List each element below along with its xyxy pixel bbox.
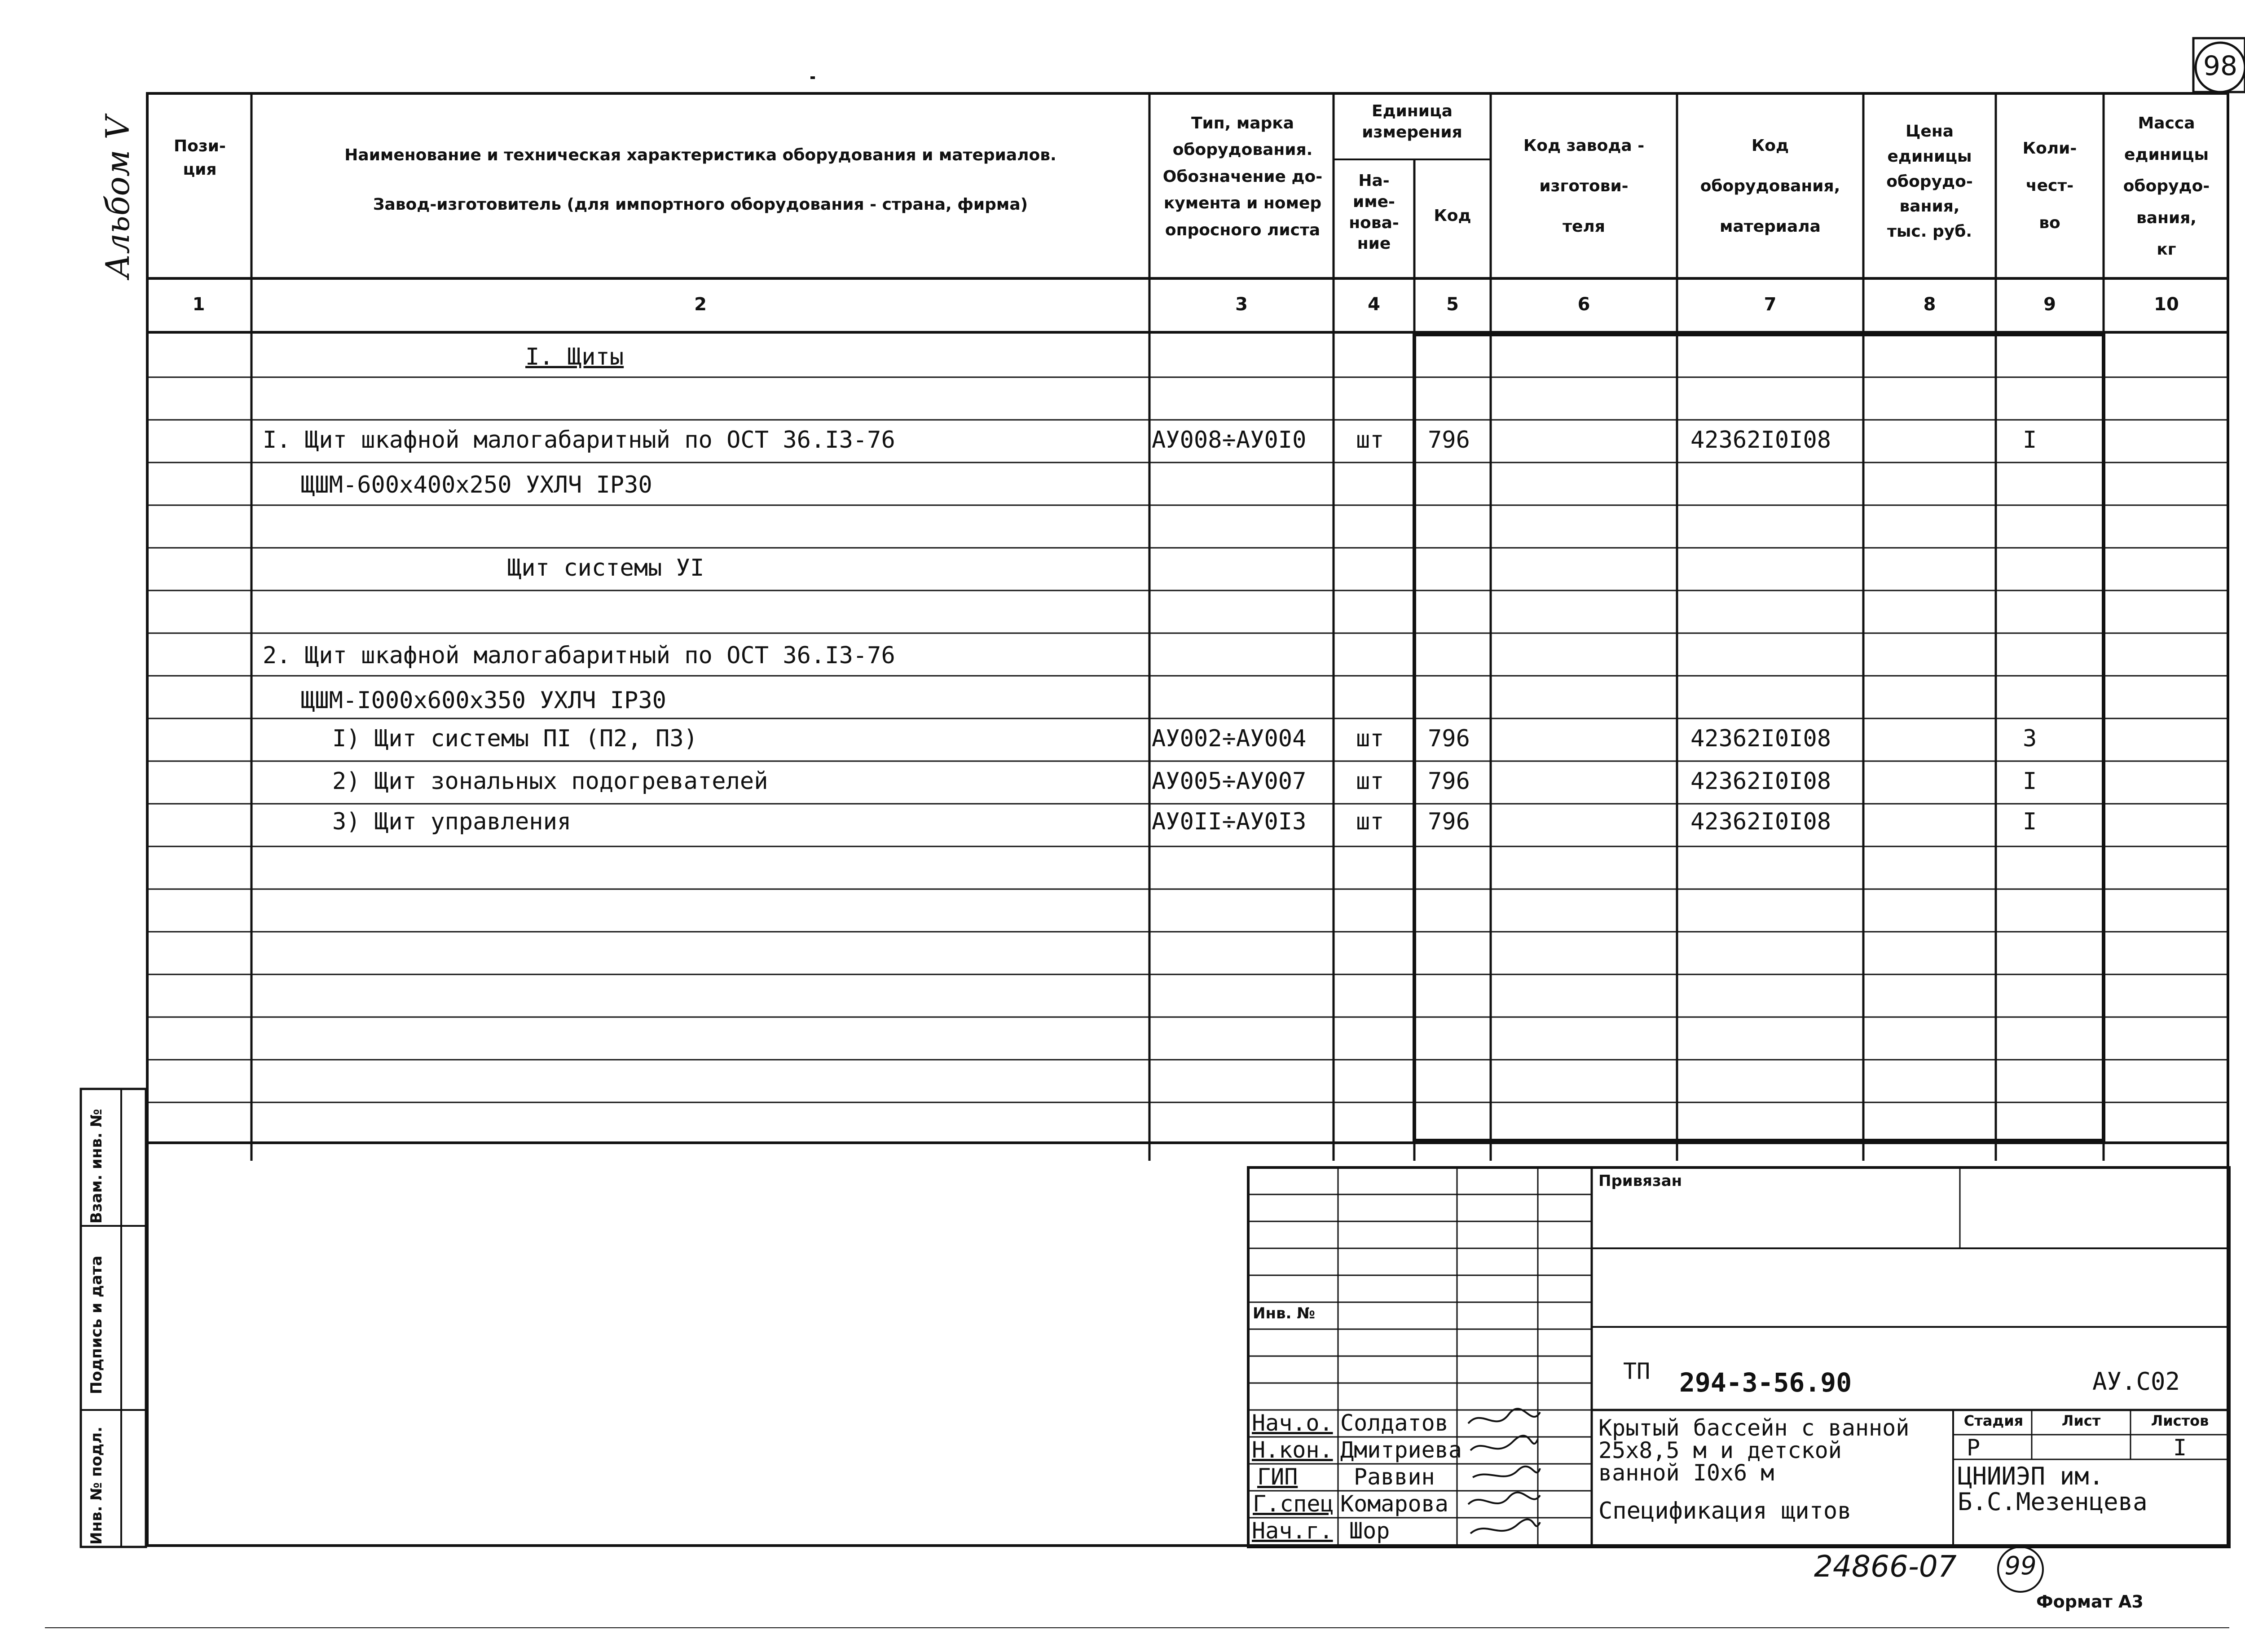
row-sub-1-name: I) Щит системы ПI (П2, П3) xyxy=(332,725,698,752)
sign-name-5: Шор xyxy=(1349,1518,1390,1544)
row-item-1-code: 796 xyxy=(1428,427,1470,454)
column-number-6: 6 xyxy=(1577,294,1590,315)
sheet-title: Спецификация щитов xyxy=(1598,1498,1852,1524)
column-number-9: 9 xyxy=(2043,294,2056,315)
sign-name-3: Раввин xyxy=(1354,1464,1435,1490)
format-label: Формат А3 xyxy=(2036,1592,2144,1612)
row-sub-2-type: АУ005÷АУ007 xyxy=(1152,768,1307,795)
signature-scribbles xyxy=(1464,1405,1545,1547)
header-col6: Код завода - изготови- теля xyxy=(1523,137,1645,236)
row-sub-1-type: АУ002÷АУ004 xyxy=(1152,725,1307,752)
header-col8: Цена единицы оборудо- вания, тыс. руб. xyxy=(1886,122,1973,241)
header-col3: Тип, марка оборудования. Обозначение до- кумента и номер опросного листа xyxy=(1162,114,1323,239)
column-number-3: 3 xyxy=(1235,294,1248,315)
sign-role-4: Г.спец xyxy=(1253,1491,1334,1517)
row-item-1-qty: I xyxy=(2023,427,2037,454)
row-item-1-type: АУ008÷АУ0I0 xyxy=(1152,427,1307,454)
side-stamp-podpis: Подпись и дата xyxy=(88,1256,106,1394)
doc-code: 294-3-56.90 xyxy=(1679,1367,1852,1398)
privyazan-label: Привязан xyxy=(1598,1172,1682,1190)
row-item-1-material-code: 42362I0I08 xyxy=(1690,427,1831,454)
row-sub-2-code: 796 xyxy=(1428,768,1470,795)
column-number-7: 7 xyxy=(1764,294,1777,315)
sheet-number-top: 98 xyxy=(2203,50,2238,82)
header-col1: Пози- ция xyxy=(174,137,226,179)
section-title: I. Щиты xyxy=(525,344,624,370)
row-item-1-name: I. Щит шкафной малогабаритный по ОСТ 36.I3-76 xyxy=(263,427,895,454)
row-sub-1-material-code: 42362I0I08 xyxy=(1690,725,1831,752)
object-title: Крытый бассейн с ванной 25х8,5 м и детской ванной I0х6 м xyxy=(1598,1415,1910,1486)
header-col4-5: Единица измерения xyxy=(1362,102,1462,141)
header-col2-line2: Завод-изготовитель (для импортного оборудования - страна, фирма) xyxy=(373,195,1028,214)
sign-name-2: Дмитриева xyxy=(1340,1437,1462,1463)
row-item-1-unit: шт xyxy=(1356,427,1384,454)
row-sub-2-name: 2) Щит зональных подогревателей xyxy=(332,768,768,795)
row-sub-1-code: 796 xyxy=(1428,725,1470,752)
sign-role-3: ГИП xyxy=(1257,1464,1298,1490)
row-subtitle-system: Щит системы УI xyxy=(507,555,704,582)
organization: ЦНИИЭП им. Б.С.Мезенцева xyxy=(1958,1462,2148,1516)
dot-mark xyxy=(810,76,815,79)
sheets-label: Листов xyxy=(2151,1412,2209,1429)
side-stamp-vzam: Взам. инв. № xyxy=(88,1109,106,1224)
column-number-2: 2 xyxy=(694,294,707,315)
row-sub-2-unit: шт xyxy=(1356,768,1384,795)
doc-code-prefix: ТП xyxy=(1623,1358,1651,1384)
stage-value: Р xyxy=(1967,1435,1981,1461)
header-col9: Коли- чест- во xyxy=(2022,139,2077,232)
header-col10: Масса единицы оборудо- вания, кг xyxy=(2123,114,2210,259)
sign-role-2: Н.кон. xyxy=(1252,1437,1333,1463)
sheets-value: I xyxy=(2173,1435,2187,1461)
album-label: Альбом V xyxy=(99,116,136,278)
row-sub-3-material-code: 42362I0I08 xyxy=(1690,808,1831,835)
column-number-8: 8 xyxy=(1923,294,1936,315)
sign-name-4: Комарова xyxy=(1340,1491,1448,1517)
column-number-1: 1 xyxy=(192,294,205,315)
row-item-2-model: ЩШМ-I000х600х350 УХЛЧ IP30 xyxy=(301,687,666,714)
row-sub-3-name: 3) Щит управления xyxy=(332,808,572,835)
header-col4: На- име- нова- ние xyxy=(1349,172,1399,253)
row-item-2-name: 2. Щит шкафной малогабаритный по ОСТ 36.I3-76 xyxy=(263,642,895,669)
row-sub-3-type: АУ0II÷АУ0I3 xyxy=(1152,808,1307,835)
header-col2-line1: Наименование и техническая характеристика оборудования и материалов. xyxy=(344,146,1056,164)
row-item-1-model: ЩШМ-600х400х250 УХЛЧ IP30 xyxy=(301,471,652,498)
doc-mark: АУ.С02 xyxy=(2092,1367,2180,1396)
archive-number: 24866-07 xyxy=(1814,1549,1957,1584)
sign-role-5: Нач.г. xyxy=(1252,1518,1333,1544)
row-sub-3-qty: I xyxy=(2023,808,2037,835)
sheet-label: Лист xyxy=(2061,1412,2101,1429)
inv-no-label: Инв. № xyxy=(1253,1304,1316,1322)
sheet-number-bottom: 99 xyxy=(2004,1551,2037,1581)
header-col5: Код xyxy=(1434,207,1471,225)
side-stamp-inv-podl: Инв. № подл. xyxy=(88,1426,106,1545)
header-col7: Код оборудования, материала xyxy=(1700,137,1840,236)
column-number-4: 4 xyxy=(1368,294,1380,315)
row-sub-3-unit: шт xyxy=(1356,808,1384,835)
row-sub-2-qty: I xyxy=(2023,768,2037,795)
sign-role-1: Нач.о. xyxy=(1252,1410,1333,1436)
column-number-5: 5 xyxy=(1446,294,1459,315)
stage-label: Стадия xyxy=(1963,1412,2024,1429)
sign-name-1: Солдатов xyxy=(1340,1410,1448,1436)
row-sub-1-qty: 3 xyxy=(2023,725,2037,752)
row-sub-3-code: 796 xyxy=(1428,808,1470,835)
column-number-10: 10 xyxy=(2154,294,2179,315)
row-sub-2-material-code: 42362I0I08 xyxy=(1690,768,1831,795)
row-sub-1-unit: шт xyxy=(1356,725,1384,752)
